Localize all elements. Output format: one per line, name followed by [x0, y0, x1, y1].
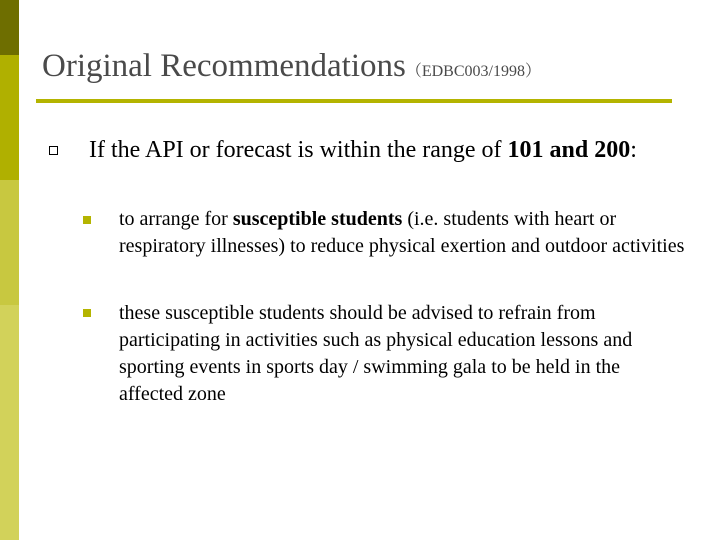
square-bullet-icon — [49, 146, 58, 155]
main-bullet-text-part: If the API or forecast is within the range of — [89, 137, 508, 163]
slide-title-reference: （EDBC003/1998） — [405, 63, 541, 80]
side-bar-segment-top — [0, 0, 19, 55]
slide-title — [42, 50, 541, 83]
title-underline — [36, 99, 672, 103]
side-bar-segment-bottom — [0, 305, 19, 540]
filled-square-bullet-icon — [83, 216, 91, 224]
slide-title-main: Original Recommendations — [42, 48, 406, 84]
main-bullet-range: 101 and 200 — [507, 137, 631, 163]
sub-bullet-1-emphasis: susceptible students — [232, 208, 403, 230]
side-bar-segment-upper — [0, 55, 19, 180]
sub-bullet-text-1 — [119, 206, 689, 260]
main-bullet-text — [89, 134, 689, 166]
side-bar-segment-middle — [0, 180, 19, 305]
main-bullet-colon: : — [630, 137, 637, 163]
side-accent-bar — [0, 0, 19, 540]
filled-square-bullet-icon — [83, 309, 91, 317]
sub-bullet-1-part: to arrange for — [119, 208, 233, 230]
sub-bullet-text-2: these susceptible students should be advised to refrain from participating in activities such as physical education lessons and sporting events in sports day / swimming gala to be held in the affected zone — [119, 302, 633, 405]
sub-bullet-1-rest: (i.e. students with heart or respiratory illnesses) to reduce physical exertion and outdoor activities — [119, 208, 685, 257]
